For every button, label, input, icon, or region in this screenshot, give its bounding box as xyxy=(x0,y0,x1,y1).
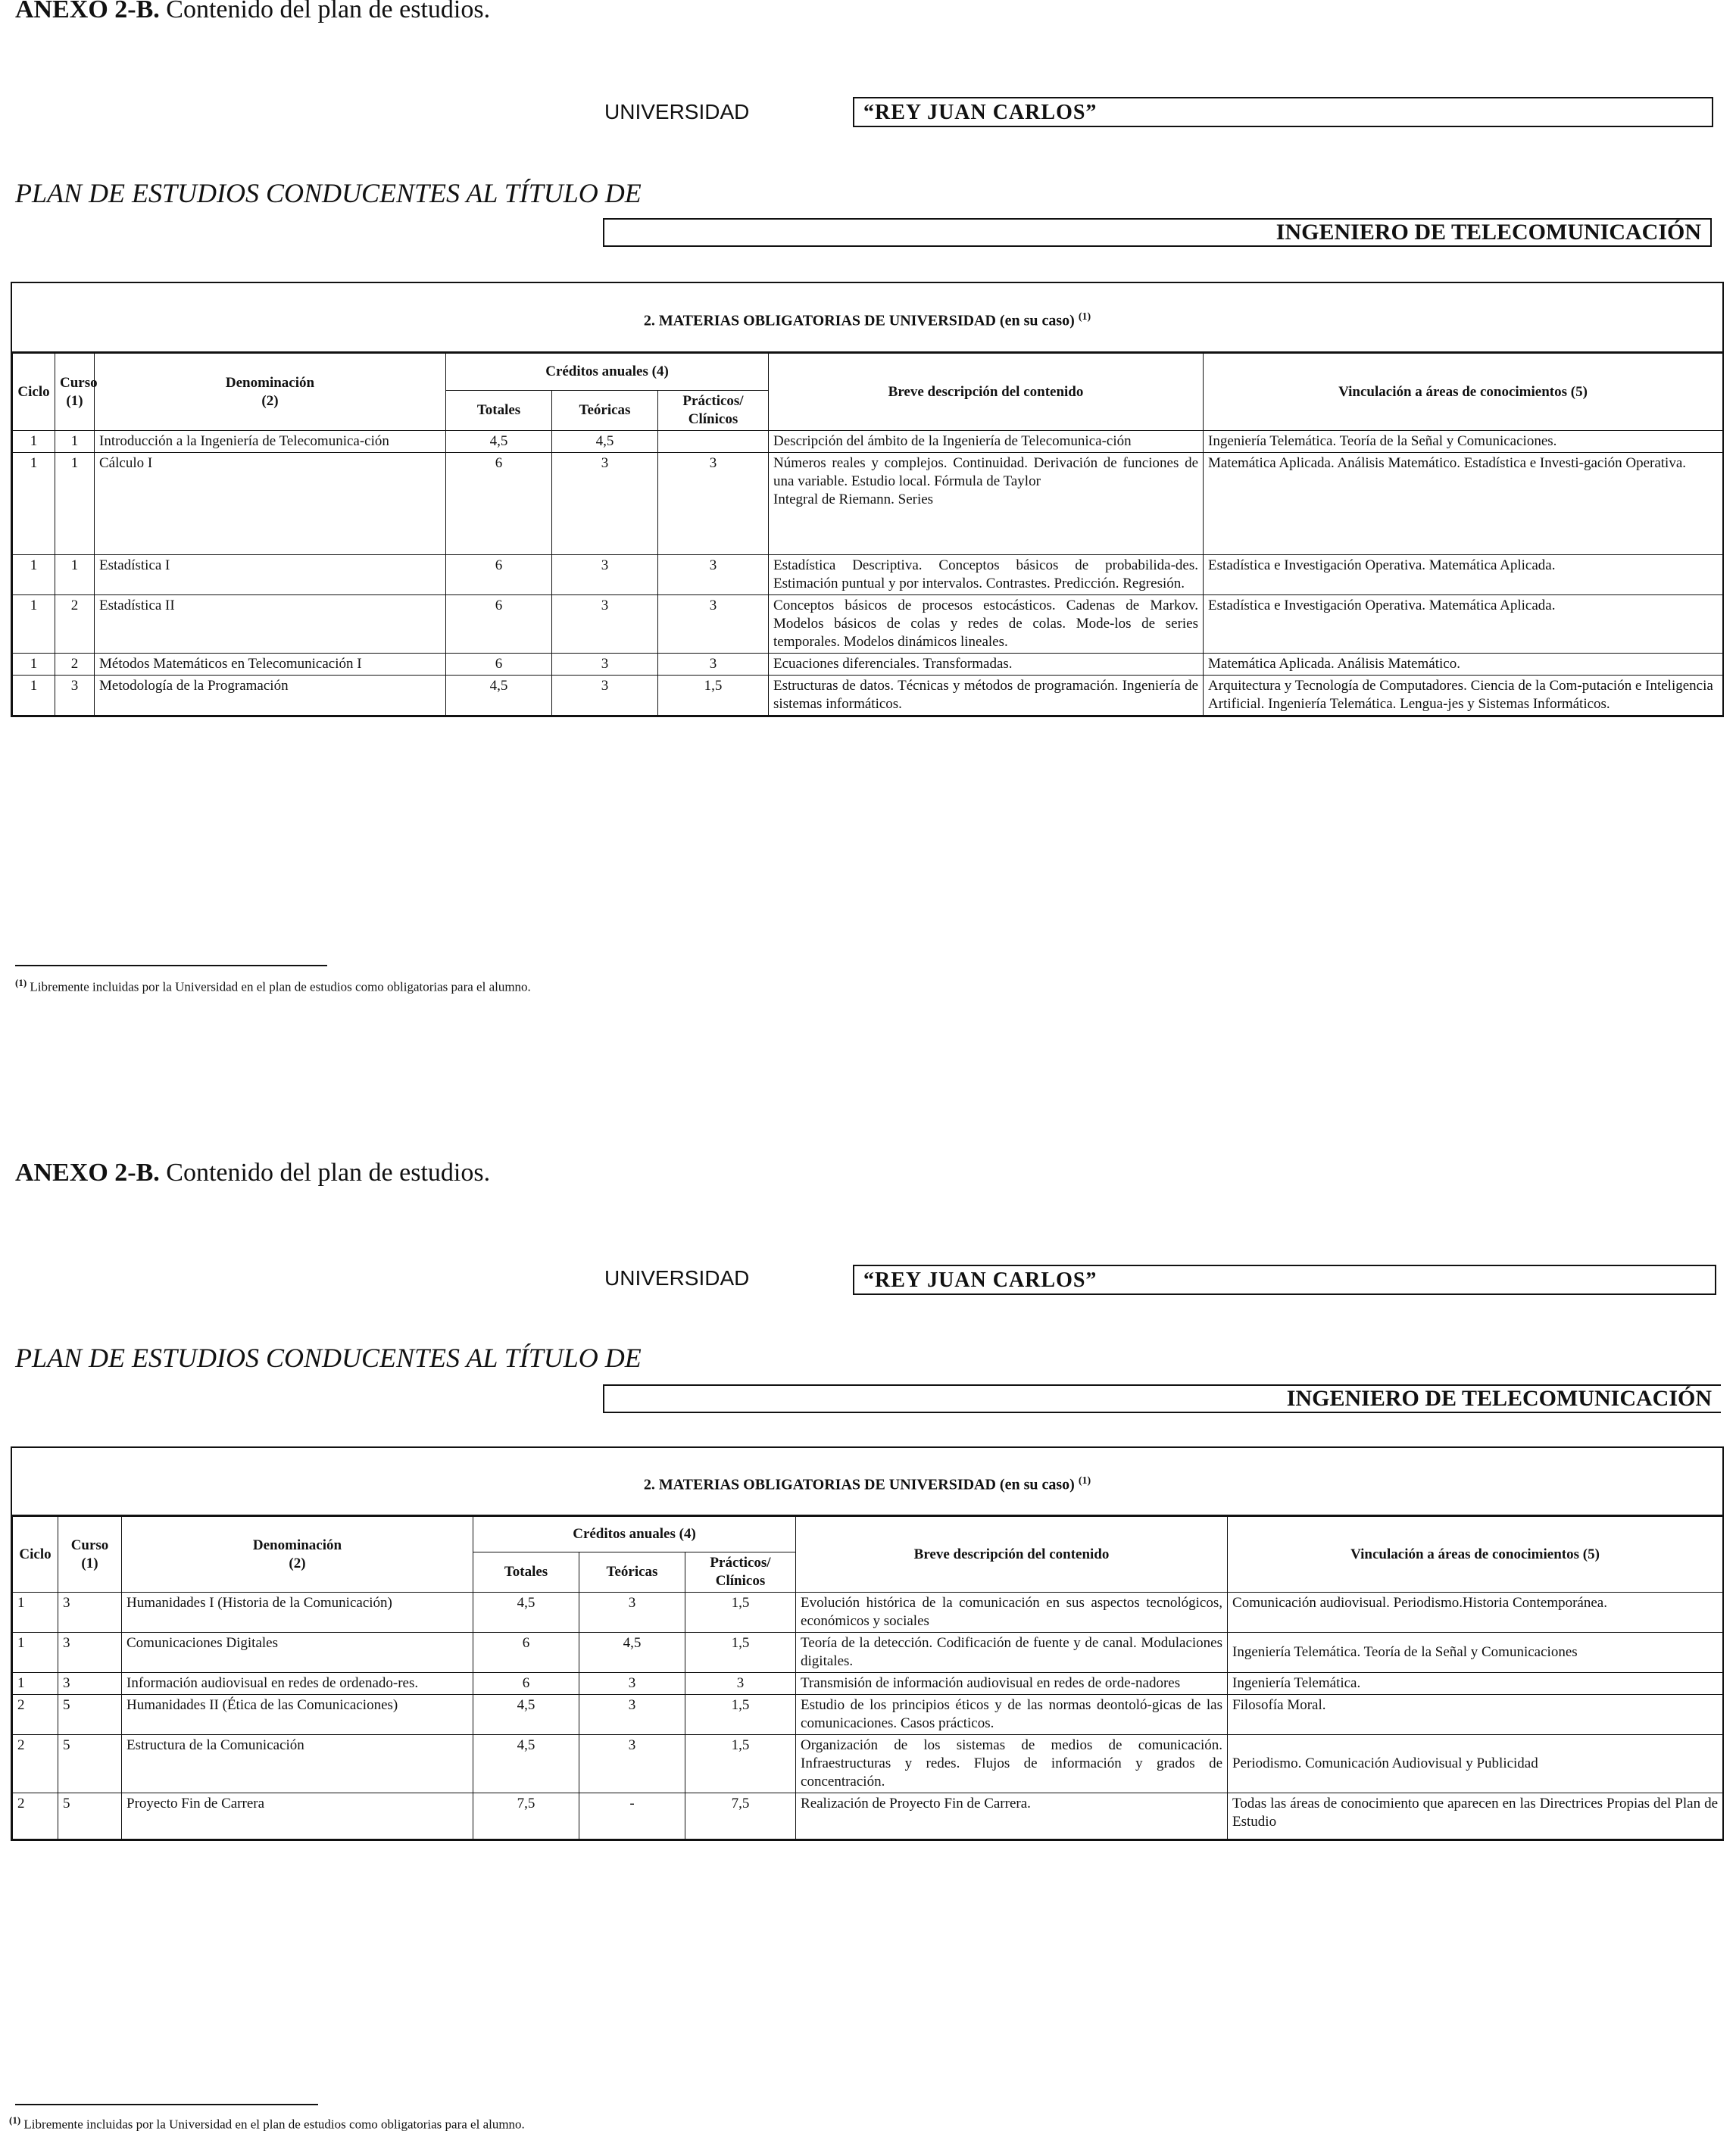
header-curso-label: Curso xyxy=(70,1537,109,1553)
cell-ciclo: 1 xyxy=(13,1593,58,1633)
cell-curso: 2 xyxy=(55,654,95,676)
cell-curso: 5 xyxy=(58,1735,122,1793)
header-curso-note: (1) xyxy=(66,392,83,409)
cell-teoricas: 3 xyxy=(552,453,658,555)
header-teoricas: Teóricas xyxy=(579,1552,685,1593)
cell-denominacion: Comunicaciones Digitales xyxy=(122,1633,473,1673)
cell-totales: 6 xyxy=(473,1673,579,1695)
cell-denominacion: Metodología de la Programación xyxy=(95,676,446,716)
cell-totales: 6 xyxy=(446,555,552,595)
cell-curso: 1 xyxy=(55,555,95,595)
cell-descripcion: Descripción del ámbito de la Ingeniería de Telecomunica-ción xyxy=(769,431,1204,453)
cell-practicos: 1,5 xyxy=(685,1735,796,1793)
cell-totales: 7,5 xyxy=(473,1793,579,1840)
cell-denominacion: Humanidades II (Ética de las Comunicaciones) xyxy=(122,1695,473,1735)
header-denominacion-label: Denominación xyxy=(252,1537,342,1553)
header-row-1 xyxy=(13,1517,1723,1552)
cell-practicos: 3 xyxy=(658,654,769,676)
header-row-1 xyxy=(13,354,1723,391)
cell-curso: 3 xyxy=(58,1673,122,1695)
cell-practicos: 1,5 xyxy=(658,676,769,716)
header-denominacion-label: Denominación xyxy=(225,374,315,391)
footnote xyxy=(9,2114,525,2133)
section-title-text: 2. MATERIAS OBLIGATORIAS DE UNIVERSIDAD (en su caso) xyxy=(643,1476,1075,1493)
cell-ciclo: 2 xyxy=(13,1793,58,1840)
cell-curso: 2 xyxy=(55,595,95,654)
cell-ciclo: 1 xyxy=(13,1633,58,1673)
cell-descripcion: Teoría de la detección. Codificación de fuente y de canal. Modulaciones digitales. xyxy=(796,1633,1228,1673)
cell-descripcion: Números reales y complejos. Continuidad. Derivación de funciones de una variable. Estudio local. Fórmula de Taylor Integral de Riemann. Series xyxy=(769,453,1204,555)
titulo-box: INGENIERO DE TELECOMUNICACIÓN xyxy=(603,1384,1721,1413)
footnote xyxy=(15,977,531,995)
anexo-heading xyxy=(15,0,490,24)
cell-teoricas: 3 xyxy=(552,654,658,676)
table-row xyxy=(13,595,1723,654)
header-practicos xyxy=(685,1552,796,1593)
cell-practicos: 3 xyxy=(658,555,769,595)
cell-denominacion: Métodos Matemáticos en Telecomunicación I xyxy=(95,654,446,676)
header-practicos-label: Prácticos/ xyxy=(710,1555,771,1571)
cell-curso: 3 xyxy=(55,676,95,716)
plan-title: PLAN DE ESTUDIOS CONDUCENTES AL TÍTULO DE xyxy=(15,178,642,208)
anexo-text: Contenido del plan de estudios. xyxy=(159,1159,491,1187)
header-ciclo: Ciclo xyxy=(13,1517,58,1593)
anexo-text: Contenido del plan de estudios. xyxy=(159,0,491,23)
anexo-label: ANEXO 2-B. xyxy=(15,0,160,23)
header-creditos: Créditos anuales (4) xyxy=(446,354,769,391)
cell-curso: 5 xyxy=(58,1695,122,1735)
cell-vinculacion: Ingeniería Telemática. xyxy=(1228,1673,1723,1695)
table-row xyxy=(13,555,1723,595)
header-teoricas: Teóricas xyxy=(552,391,658,431)
cell-descripcion: Evolución histórica de la comunicación en sus aspectos tecnológicos, económicos y sociales xyxy=(796,1593,1228,1633)
cell-denominacion: Humanidades I (Historia de la Comunicación) xyxy=(122,1593,473,1633)
header-vinculacion: Vinculación a áreas de conocimientos (5) xyxy=(1228,1517,1723,1593)
cell-totales: 4,5 xyxy=(446,431,552,453)
cell-totales: 4,5 xyxy=(446,676,552,716)
cell-practicos: 1,5 xyxy=(685,1633,796,1673)
cell-descripcion: Estudio de los principios éticos y de las normas deontoló-gicas de las comunicaciones. Casos prácticos. xyxy=(796,1695,1228,1735)
header-totales: Totales xyxy=(473,1552,579,1593)
cell-vinculacion: Matemática Aplicada. Análisis Matemático. Estadística e Investi-gación Operativa. xyxy=(1204,453,1723,555)
header-denominacion xyxy=(122,1517,473,1593)
header-clinicos-label: Clínicos xyxy=(715,1573,766,1589)
materias-frame xyxy=(11,282,1724,717)
section-title-sup: (1) xyxy=(1078,1475,1091,1487)
anexo-label: ANEXO 2-B. xyxy=(15,1159,160,1187)
cell-denominacion: Estadística I xyxy=(95,555,446,595)
header-descripcion: Breve descripción del contenido xyxy=(796,1517,1228,1593)
section-title xyxy=(12,283,1722,353)
cell-teoricas: 3 xyxy=(579,1695,685,1735)
cell-denominacion: Proyecto Fin de Carrera xyxy=(122,1793,473,1840)
header-descripcion: Breve descripción del contenido xyxy=(769,354,1204,431)
cell-practicos: 1,5 xyxy=(685,1695,796,1735)
materias-table xyxy=(12,1516,1723,1840)
table-row xyxy=(13,1633,1723,1673)
cell-teoricas: 3 xyxy=(579,1735,685,1793)
cell-denominacion: Cálculo I xyxy=(95,453,446,555)
cell-vinculacion: Ingeniería Telemática. Teoría de la Señal y Comunicaciones. xyxy=(1204,431,1723,453)
cell-ciclo: 1 xyxy=(13,431,55,453)
cell-descripcion: Transmisión de información audiovisual en redes de orde-nadores xyxy=(796,1673,1228,1695)
cell-totales: 6 xyxy=(473,1633,579,1673)
table-row xyxy=(13,431,1723,453)
materias-table xyxy=(12,353,1723,716)
cell-totales: 6 xyxy=(446,453,552,555)
cell-ciclo: 1 xyxy=(13,654,55,676)
materias-frame xyxy=(11,1446,1724,1841)
cell-descripcion: Realización de Proyecto Fin de Carrera. xyxy=(796,1793,1228,1840)
cell-teoricas: 4,5 xyxy=(579,1633,685,1673)
header-practicos-label: Prácticos/ xyxy=(682,393,744,409)
header-curso-note: (1) xyxy=(81,1555,98,1571)
cell-curso: 3 xyxy=(58,1633,122,1673)
header-vinculacion: Vinculación a áreas de conocimientos (5) xyxy=(1204,354,1723,431)
cell-vinculacion: Arquitectura y Tecnología de Computadores. Ciencia de la Com-putación e Inteligencia Artificial. Ingeniería Telemática. Lengua-jes y Sistemas Informáticos. xyxy=(1204,676,1723,716)
universidad-value: “REY JUAN CARLOS” xyxy=(853,1265,1716,1295)
header-curso-label: Curso xyxy=(60,374,98,391)
footnote-sup: (1) xyxy=(15,977,27,988)
cell-totales: 6 xyxy=(446,595,552,654)
cell-teoricas: 4,5 xyxy=(552,431,658,453)
cell-teoricas: 3 xyxy=(552,595,658,654)
cell-ciclo: 2 xyxy=(13,1695,58,1735)
cell-vinculacion: Filosofía Moral. xyxy=(1228,1695,1723,1735)
cell-denominacion: Introducción a la Ingeniería de Telecomunica-ción xyxy=(95,431,446,453)
cell-curso: 1 xyxy=(55,453,95,555)
cell-totales: 4,5 xyxy=(473,1593,579,1633)
section-title xyxy=(12,1448,1722,1516)
cell-teoricas: 3 xyxy=(552,555,658,595)
footnote-text: Libremente incluidas por la Universidad en el plan de estudios como obligatorias para el alumno. xyxy=(30,979,531,994)
cell-ciclo: 1 xyxy=(13,555,55,595)
footnote-text: Libremente incluidas por la Universidad en el plan de estudios como obligatorias para el alumno. xyxy=(23,2117,525,2132)
table-row xyxy=(13,1793,1723,1840)
cell-ciclo: 2 xyxy=(13,1735,58,1793)
cell-curso: 3 xyxy=(58,1593,122,1633)
cell-vinculacion: Periodismo. Comunicación Audiovisual y Publicidad xyxy=(1228,1735,1723,1793)
page-2 xyxy=(0,1075,1736,2143)
table-row xyxy=(13,676,1723,716)
cell-practicos: 7,5 xyxy=(685,1793,796,1840)
cell-practicos xyxy=(658,431,769,453)
cell-denominacion: Información audiovisual en redes de ordenado-res. xyxy=(122,1673,473,1695)
cell-totales: 4,5 xyxy=(473,1695,579,1735)
cell-totales: 6 xyxy=(446,654,552,676)
header-curso xyxy=(58,1517,122,1593)
footnote-rule xyxy=(15,2104,318,2105)
cell-descripcion: Estructuras de datos. Técnicas y métodos de programación. Ingeniería de sistemas informáticos. xyxy=(769,676,1204,716)
header-denominacion-note: (2) xyxy=(289,1555,306,1571)
cell-totales: 4,5 xyxy=(473,1735,579,1793)
universidad-label: UNIVERSIDAD xyxy=(604,100,750,123)
cell-vinculacion: Estadística e Investigación Operativa. Matemática Aplicada. xyxy=(1204,555,1723,595)
header-ciclo: Ciclo xyxy=(13,354,55,431)
section-title-sup: (1) xyxy=(1078,311,1091,323)
titulo-box: INGENIERO DE TELECOMUNICACIÓN xyxy=(603,218,1712,247)
footnote-sup: (1) xyxy=(9,2114,21,2126)
plan-title: PLAN DE ESTUDIOS CONDUCENTES AL TÍTULO DE xyxy=(15,1343,642,1373)
cell-ciclo: 1 xyxy=(13,676,55,716)
universidad-value: “REY JUAN CARLOS” xyxy=(853,97,1713,127)
cell-vinculacion: Ingeniería Telemática. Teoría de la Señal y Comunicaciones xyxy=(1228,1633,1723,1673)
cell-practicos: 3 xyxy=(658,453,769,555)
header-denominacion-note: (2) xyxy=(261,392,279,409)
cell-teoricas: 3 xyxy=(552,676,658,716)
header-totales: Totales xyxy=(446,391,552,431)
header-clinicos-label: Clínicos xyxy=(688,411,738,427)
table-row xyxy=(13,1593,1723,1633)
header-practicos xyxy=(658,391,769,431)
cell-vinculacion: Comunicación audiovisual. Periodismo.Historia Contemporánea. xyxy=(1228,1593,1723,1633)
cell-teoricas: 3 xyxy=(579,1593,685,1633)
cell-vinculacion: Estadística e Investigación Operativa. Matemática Aplicada. xyxy=(1204,595,1723,654)
cell-vinculacion: Matemática Aplicada. Análisis Matemático. xyxy=(1204,654,1723,676)
header-denominacion xyxy=(95,354,446,431)
cell-ciclo: 1 xyxy=(13,1673,58,1695)
cell-practicos: 3 xyxy=(685,1673,796,1695)
cell-descripcion: Organización de los sistemas de medios de comunicación. Infraestructuras y redes. Flujos de información y grados de concentración. xyxy=(796,1735,1228,1793)
header-curso xyxy=(55,354,98,431)
table-row xyxy=(13,654,1723,676)
table-row xyxy=(13,453,1723,555)
header-creditos: Créditos anuales (4) xyxy=(473,1517,796,1552)
section-title-text: 2. MATERIAS OBLIGATORIAS DE UNIVERSIDAD (en su caso) xyxy=(643,312,1075,329)
anexo-heading xyxy=(15,1159,490,1187)
universidad-label: UNIVERSIDAD xyxy=(604,1266,750,1290)
table-row xyxy=(13,1695,1723,1735)
cell-teoricas: - xyxy=(579,1793,685,1840)
page-1 xyxy=(0,0,1736,1068)
footnote-rule xyxy=(15,965,327,966)
cell-vinculacion: Todas las áreas de conocimiento que aparecen en las Directrices Propias del Plan de Estudio xyxy=(1228,1793,1723,1840)
cell-denominacion: Estadística II xyxy=(95,595,446,654)
table-row xyxy=(13,1673,1723,1695)
cell-descripcion: Estadística Descriptiva. Conceptos básicos de probabilida-des. Estimación puntual y por intervalos. Contrastes. Predicción. Regresión. xyxy=(769,555,1204,595)
cell-practicos: 3 xyxy=(658,595,769,654)
cell-descripcion: Conceptos básicos de procesos estocásticos. Cadenas de Markov. Modelos básicos de colas y redes de colas. Mode-los de series temporales. Modelos dinámicos lineales. xyxy=(769,595,1204,654)
cell-ciclo: 1 xyxy=(13,453,55,555)
cell-descripcion: Ecuaciones diferenciales. Transformadas. xyxy=(769,654,1204,676)
cell-curso: 5 xyxy=(58,1793,122,1840)
table-row xyxy=(13,1735,1723,1793)
cell-curso: 1 xyxy=(55,431,95,453)
cell-denominacion: Estructura de la Comunicación xyxy=(122,1735,473,1793)
cell-teoricas: 3 xyxy=(579,1673,685,1695)
cell-practicos: 1,5 xyxy=(685,1593,796,1633)
cell-ciclo: 1 xyxy=(13,595,55,654)
